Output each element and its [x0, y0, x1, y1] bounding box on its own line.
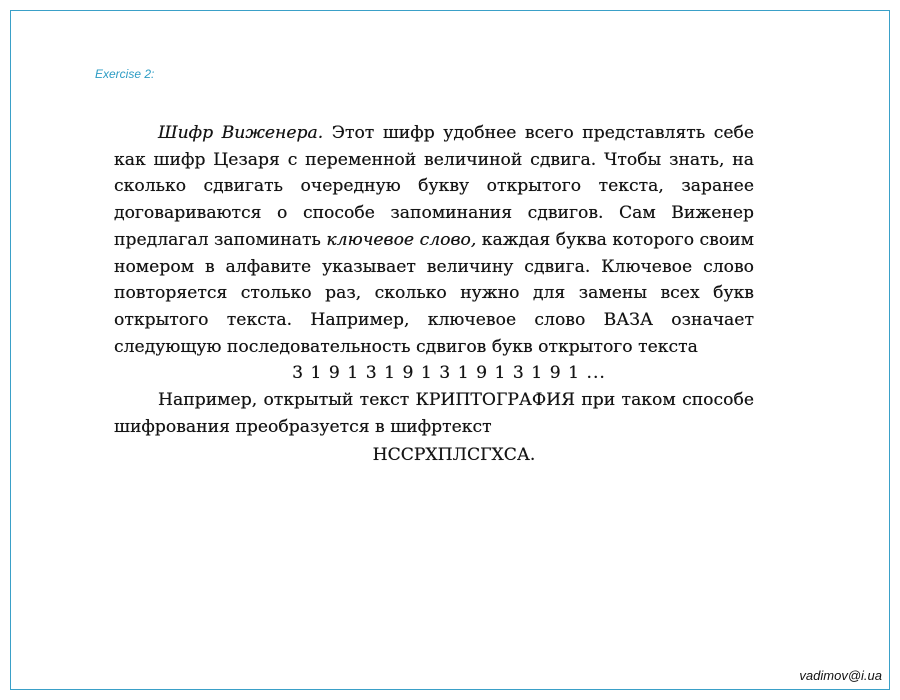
emphasis-keyword: ключевое слово, [326, 229, 477, 250]
paragraph-example: Например, открытый текст КРИПТОГРАФИЯ при таком способе шифрования преобразуется в шифртекст [114, 390, 754, 437]
paragraph-text-part-b: каждая буква которого своим номером в алфавите указывает величину сдвига. Ключевое слово повторяется столько раз, сколько нужно для замены всех букв открытого текста. Например, ключевое слово ВАЗА означает следующую последовательность сдвигов букв открытого текста [114, 229, 755, 357]
paragraph-text-part-a: Этот шифр удобнее всего представлять себе как шифр Цезаря с переменной величиной сдвига. Чтобы знать, на сколько сдвигать очередную букву открытого текста, заранее договариваются о способе запоминания сдвигов. Сам Виженер предлагал запоминать [114, 123, 755, 250]
term-vigenere-cipher: Шифр Виженера. [158, 123, 324, 143]
author-email: vadimov@i.ua [799, 668, 882, 683]
exercise-label: Exercise 2: [95, 67, 155, 81]
scanned-text-excerpt [114, 120, 754, 469]
paragraph-vigenere-description [114, 120, 754, 360]
shift-sequence: 3 1 9 1 3 1 9 1 3 1 9 1 3 1 9 1 ... [292, 363, 606, 384]
ciphertext: НССРХПЛСГХСА. [372, 445, 536, 466]
